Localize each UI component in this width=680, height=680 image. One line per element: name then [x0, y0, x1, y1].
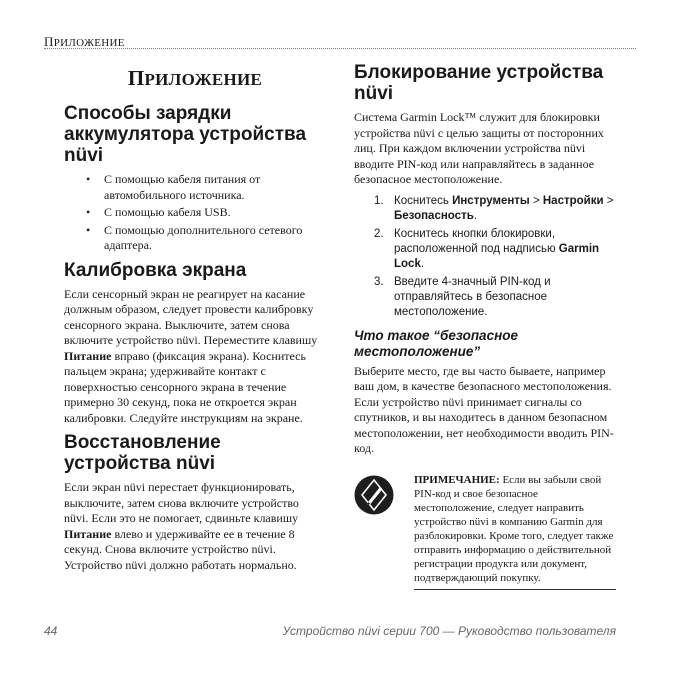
- list-item: [64, 223, 326, 254]
- text-segment: .: [420, 257, 425, 270]
- list-item-text: С помощью дополнительного сетевого адаптера.: [104, 222, 303, 252]
- note-box: [354, 473, 616, 601]
- garmin-lock-label: Garmin Lock: [394, 242, 600, 270]
- chapter-title-rest: РИЛОЖЕНИЕ: [144, 70, 263, 89]
- text-segment: .: [473, 209, 477, 222]
- list-item-text: С помощью кабеля USB.: [104, 205, 231, 219]
- text-segment: Если экран nüvi перестает функционировать, выключите, затем снова включите устройство nüvi. Если это не помогает, сдвиньте клавишу: [64, 480, 299, 525]
- text-segment: >: [529, 194, 543, 207]
- step-number: 2.: [374, 227, 384, 240]
- menu-security-label: Безопасность: [394, 209, 474, 222]
- step-number: 3.: [374, 275, 384, 288]
- step-item: [354, 227, 616, 272]
- bullet-icon: •: [86, 222, 91, 237]
- power-key-label: Питание: [64, 526, 112, 541]
- note-pencil-icon: [354, 475, 394, 515]
- left-column: [64, 62, 326, 579]
- chapter-title: [64, 66, 326, 91]
- header-rule: [44, 48, 636, 49]
- safe-location-heading: Что такое “безопасное местоположение”: [354, 327, 518, 359]
- step-item: [354, 275, 616, 320]
- calibration-text: [64, 287, 326, 427]
- bullet-icon: •: [86, 205, 91, 219]
- note-text: [414, 473, 616, 590]
- running-header-rest: РИЛОЖЕНИЕ: [53, 37, 125, 49]
- step-number: 1.: [374, 194, 384, 207]
- text-segment: влево и удерживайте ее в течение 8 секунд. Снова включите устройство nüvi. Устройство nüvi должно работать нормально.: [64, 526, 297, 572]
- reset-text: [64, 480, 326, 573]
- lock-steps: [354, 194, 616, 320]
- step-item: [354, 194, 616, 224]
- text-segment: Если вы забыли свой PIN-код и свое безопасное местоположение, следует направить устройство nüvi в компанию Garmin для разблокировки. Кроме того, следует также отправить информацию о действительной регистрации продукта или документ, подтверждающий покупку.: [414, 473, 614, 584]
- text-segment: >: [603, 194, 614, 207]
- power-key-label: Питание: [64, 348, 112, 363]
- charging-list: [64, 172, 326, 254]
- bullet-icon: •: [86, 172, 91, 186]
- menu-settings-label: Настройки: [542, 194, 604, 207]
- reset-heading: Восстановление устройства nüvi: [64, 432, 221, 474]
- list-item-text: С помощью кабеля питания от автомобильного источника.: [104, 172, 261, 202]
- safe-location-text: Выберите место, где вы часто бываете, например ваш дом, в качестве безопасного местоположения. Если устройство nüvi принимает сигналы со спутников, и вы находитесь в данном безопасном местоположении, нет необходимости вводить PIN-код.: [354, 363, 614, 455]
- list-item: [64, 205, 326, 221]
- text-segment: Если сенсорный экран не реагирует на касание должным образом, следует провести калибровку сенсорного экрана. Выключите, затем снова включите устройство nüvi. Переместите клавишу: [64, 286, 318, 347]
- list-item: [64, 172, 326, 203]
- lock-intro: Система Garmin Lock™ служит для блокировки устройства nüvi с целью защиты от посторонних лиц. При каждом включении устройства nüvi вводите PIN-код или направляйтесь в заданное безопасное местоположение.: [354, 110, 604, 186]
- right-column: [354, 62, 616, 601]
- lock-heading: Блокирование устройства nüvi: [354, 62, 604, 104]
- text-segment: Коснитесь: [394, 194, 453, 207]
- text-segment: Коснитесь кнопки блокировки, расположенной под надписью: [394, 227, 559, 255]
- menu-tools-label: Инструменты: [452, 194, 530, 207]
- text-segment: Введите 4-значный PIN-код и отправляйтесь в безопасное местоположение.: [394, 275, 551, 318]
- charging-heading: Способы зарядки аккумулятора устройства nüvi: [64, 103, 307, 166]
- text-segment: вправо (фиксация экрана). Коснитесь пальцем экрана; удерживайте контакт с поверхностью сенсорного экрана в течение примерно 30 секунд, пока не откроется экран калибровки. Следуйте инструкциям на экране.: [64, 348, 306, 425]
- calibration-heading: Калибровка экрана: [64, 259, 247, 281]
- chapter-title-cap: П: [127, 66, 145, 90]
- page-number: 44: [44, 624, 58, 638]
- running-header-cap: П: [44, 34, 54, 49]
- note-label: ПРИМЕЧАНИЕ:: [414, 473, 500, 486]
- manual-title: Устройство nüvi серии 700 — Руководство пользователя: [282, 624, 616, 638]
